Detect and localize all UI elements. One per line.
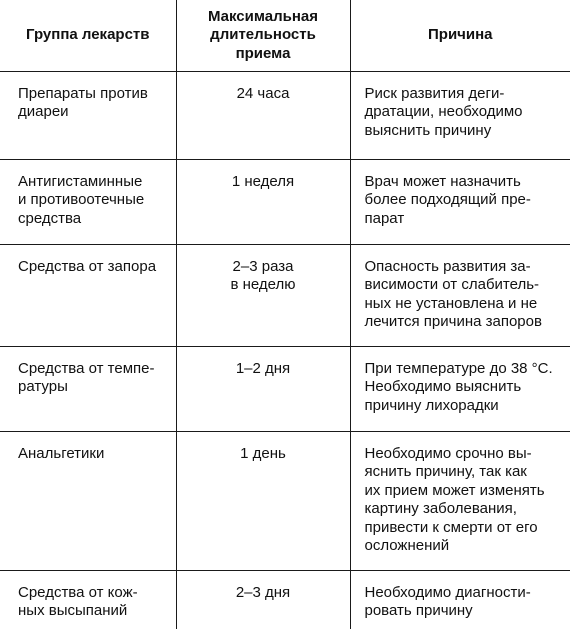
cell-max-duration — [176, 71, 350, 159]
table-row — [0, 71, 570, 159]
cell-max-duration — [176, 570, 350, 629]
cell-reason — [350, 431, 570, 570]
cell-reason — [350, 159, 570, 244]
table-row — [0, 570, 570, 629]
cell-drug-group — [0, 431, 176, 570]
header-max-duration — [176, 0, 350, 71]
cell-drug-group — [0, 71, 176, 159]
table-header-row — [0, 0, 570, 71]
cell-text: Средства от кож- ных высыпаний — [18, 583, 138, 619]
cell-drug-group — [0, 570, 176, 629]
header-drug-group-label: Группа лекарств — [26, 26, 150, 43]
cell-text: Средства от запора — [18, 257, 157, 275]
cell-text: Антигистаминные и противоотечные средства — [18, 172, 145, 227]
cell-text: Средства от темпе- ратуры — [18, 359, 155, 395]
cell-max-duration — [176, 431, 350, 570]
cell-text: Опасность развития за- висимости от слабитель- ных не установлена и не лечится причина запоров — [364, 257, 542, 330]
cell-max-duration — [176, 346, 350, 431]
cell-text: Препараты против диареи — [18, 84, 148, 120]
cell-max-duration — [176, 244, 350, 346]
table-row — [0, 244, 570, 346]
table-row — [0, 159, 570, 244]
cell-text: Анальгетики — [18, 444, 105, 462]
header-drug-group — [0, 0, 176, 71]
table-row — [0, 431, 570, 570]
header-max-duration-label: Максимальная длительность приема — [207, 7, 319, 62]
cell-text: 1 день — [240, 444, 286, 462]
table-row — [0, 346, 570, 431]
cell-reason — [350, 244, 570, 346]
cell-text: Необходимо срочно вы- яснить причину, так как их прием может изменять картину заболевания, привести к смерти от его осложнений — [364, 444, 545, 554]
cell-drug-group — [0, 346, 176, 431]
cell-max-duration — [176, 159, 350, 244]
cell-text: Риск развития деги- дратации, необходимо выяснить причину — [364, 84, 523, 139]
cell-drug-group — [0, 244, 176, 346]
cell-text: 1 неделя — [231, 172, 295, 190]
cell-text: 24 часа — [236, 84, 290, 102]
cell-reason — [350, 346, 570, 431]
cell-text: Необходимо диагности- ровать причину — [364, 583, 531, 619]
cell-reason — [350, 71, 570, 159]
cell-text: 2–3 раза в неделю — [230, 257, 296, 293]
header-reason-label: Причина — [428, 26, 493, 43]
cell-text: 1–2 дня — [235, 359, 291, 377]
cell-text: Врач может назначить более подходящий пре- парат — [364, 172, 531, 227]
cell-drug-group — [0, 159, 176, 244]
header-reason — [350, 0, 570, 71]
cell-reason — [350, 570, 570, 629]
cell-text: При температуре до 38 °С. Необходимо выяснить причину лихорадки — [364, 359, 553, 414]
cell-text: 2–3 дня — [235, 583, 291, 601]
